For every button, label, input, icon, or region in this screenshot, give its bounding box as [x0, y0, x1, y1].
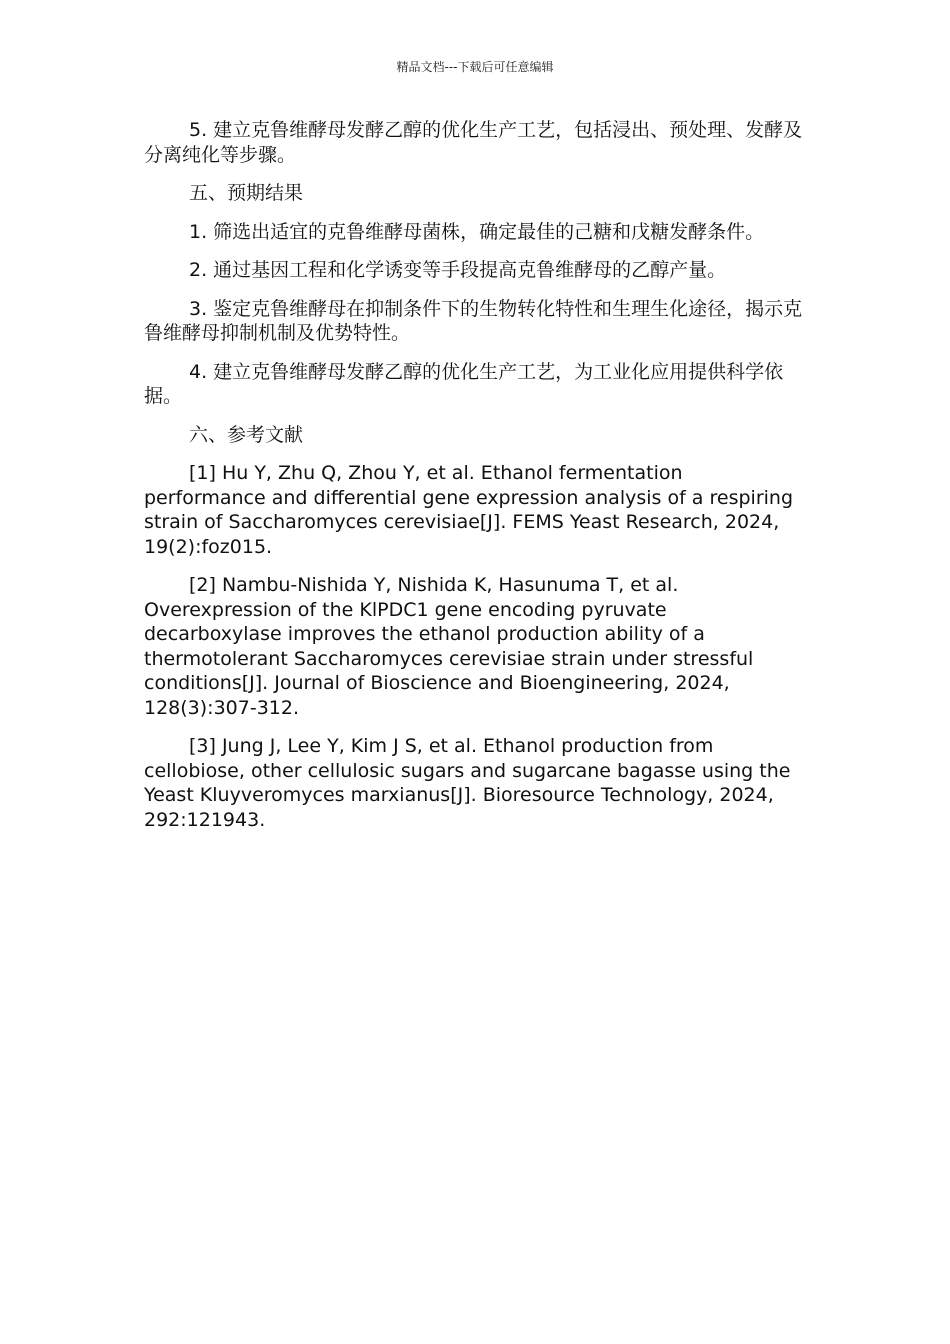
reference-item-2: [2] Nambu-Nishida Y, Nishida K, Hasunuma T, et al. Overexpression of the KlPDC1 gene encoding pyruvate decarboxylase improves the ethanol production ability of a thermotolerant Saccharomyces cerevisiae strain under stressful conditions[J]. Journal of Bioscience and Bioengineering, 2024, 128(3):307-312. [144, 574, 754, 719]
reference-item-3: [3] Jung J, Lee Y, Kim J S, et al. Ethanol production from cellobiose, other cellulosic sugars and sugarcane bagasse using the Yeast Kluyveromyces marxianus[J]. Bioresource Technology, 2024, 292:121943. [144, 735, 791, 831]
document-body [144, 118, 808, 846]
result-item-3: 3. 鉴定克鲁维酵母在抑制条件下的生物转化特性和生理生化途径，揭示克鲁维酵母抑制机制及优势特性。 [144, 297, 803, 344]
plan-item-5: 5. 建立克鲁维酵母发酵乙醇的优化生产工艺，包括浸出、预处理、发酵及分离纯化等步骤。 [144, 119, 803, 166]
result-item-1: 1. 筛选出适宜的克鲁维酵母菌株，确定最佳的己糖和戊糖发酵条件。 [189, 220, 765, 243]
result-item-2: 2. 通过基因工程和化学诱变等手段提高克鲁维酵母的乙醇产量。 [189, 259, 727, 281]
section-heading-references: 六、参考文献 [189, 423, 304, 446]
result-item-4: 4. 建立克鲁维酵母发酵乙醇的优化生产工艺，为工业化应用提供科学依据。 [144, 360, 784, 407]
reference-item-1: [1] Hu Y, Zhu Q, Zhou Y, et al. Ethanol fermentation performance and differential gene expression analysis of a respiring strain of Saccharomyces cerevisiae[J]. FEMS Yeast Research, 2024, 19(2):foz015. [144, 462, 794, 558]
section-heading-expected-results: 五、预期结果 [189, 182, 304, 204]
page-header: 精品文档---下载后可任意编辑 [396, 60, 554, 74]
